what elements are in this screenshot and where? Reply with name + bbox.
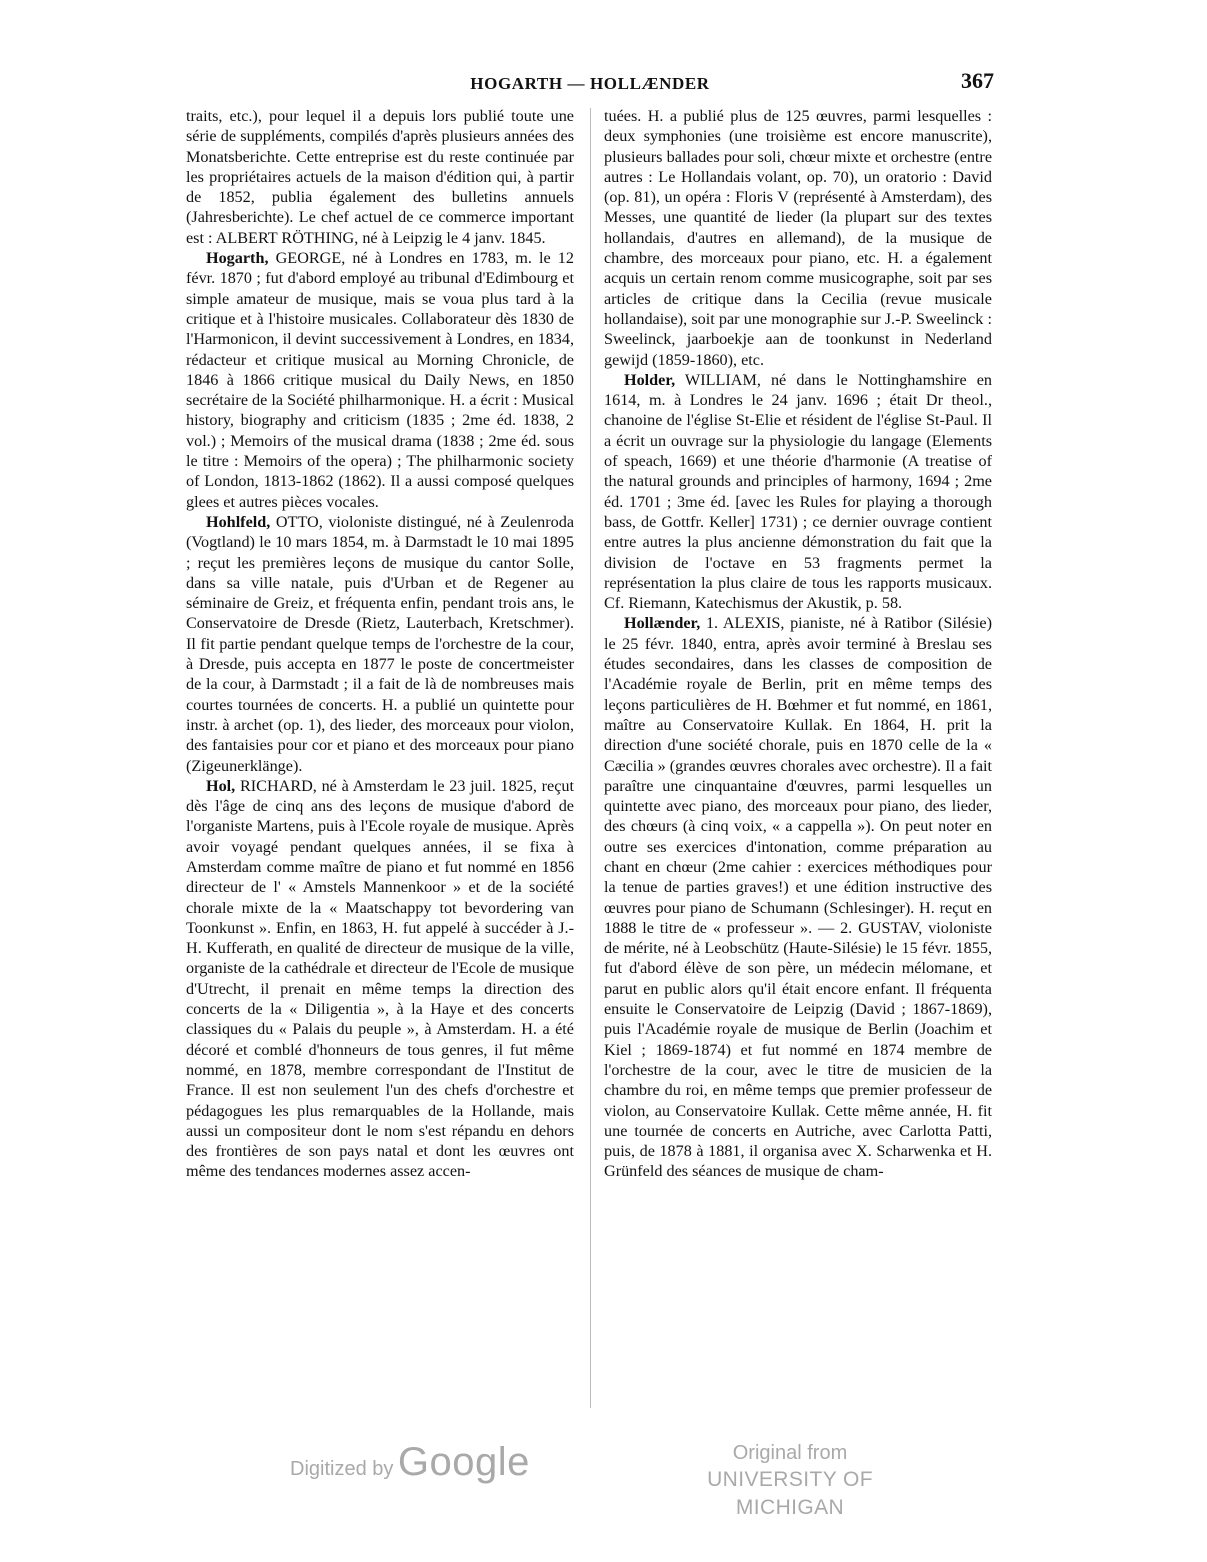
page-header	[186, 68, 994, 98]
entry-text: GEORGE, né à Londres en 1783, m. le 12 févr. 1870 ; fut d'abord employé au tribunal d'Edimbourg et simple amateur de musique, mais se voua plus tard à la critique et à l'histoire musicales. Collaborateur dès 1830 de l'Harmonicon, il devint successivement à Londres, en 1834, rédacteur et critique musical au Morning Chronicle, de 1846 à 1866 critique musical du Daily News, en 1850 secrétaire de la Société philharmonique. H. a écrit : Musical history, biography and criticism (1835 ; 2me éd. 1838, 2 vol.) ; Memoirs of the musical drama (1838 ; 2me éd. sous le titre : Memoirs of the opera) ; The philharmonic society of London, 1813-1862 (1862). Il a aussi composé quelques glees et autres pièces vocales.	[186, 249, 574, 511]
running-head: HOGARTH — HOLLÆNDER	[470, 74, 710, 93]
digitized-by-google-watermark	[290, 1440, 530, 1485]
entry-hollaender	[604, 613, 992, 1181]
entry-hol	[186, 776, 574, 1182]
entry-text: WILLIAM, né dans le Nottinghamshire en 1614, m. à Londres le 24 janv. 1696 ; était Dr theol., chanoine de l'église St-Elie et résident de l'église St-Paul. Il a écrit un ouvrage sur la physiologie du langage (Elements of speach, 1669) et une théorie d'harmonie (A treatise of the natural grounds and principles of harmony, 1694 ; 2me éd. 1701 ; 3me éd. [avec les Rules for playing a thorough bass, de Gottfr. Keller] 1731) ; ce dernier ouvrage contient entre autres la plus ancienne démonstration du fait que la division de l'octave en 53 fragments permet la représentation la plus claire de tous les rapports musicaux. Cf. Riemann, Katechismus der Akustik, p. 58.	[604, 370, 992, 613]
page-number: 367	[961, 68, 994, 93]
left-column	[186, 106, 574, 1182]
right-column	[604, 106, 992, 1182]
entry-headword: Hol,	[206, 776, 236, 795]
entry-headword: Holder,	[624, 370, 676, 389]
entry-continuation	[186, 106, 574, 248]
google-logo-text: Google	[397, 1440, 530, 1484]
entry-headword: Hollænder,	[624, 614, 701, 633]
entry-text: OTTO, violoniste distingué, né à Zeulenroda (Vogtland) le 10 mars 1854, m. à Darmstadt le 10 mai 1895 ; reçut les premières leçons de musique du cantor Solle, dans sa ville natale, puis d'Urban et de Regener au séminaire de Greiz, et fréquenta enfin, pendant trois ans, le Conservatoire de Dresde (Rietz, Lauterbach, Kretschmer). Il fit partie pendant quelque temps de l'orchestre de la cour, à Dresde, puis accepta en 1877 le poste de concertmeister de la cour, à Darmstadt ; il a fait de là de nombreuses mais courtes tournées de concerts. H. a publié un quintette pour instr. à archet (op. 1), des lieder, des morceaux pour violon, des fantaisies pour cor et piano et des morceaux pour piano (Zigeunerklänge).	[186, 512, 574, 775]
entry-holder	[604, 370, 992, 614]
entry-continuation	[604, 106, 992, 370]
original-from-watermark	[660, 1440, 920, 1522]
original-from-label: Original from	[732, 1442, 848, 1464]
entry-text: 1. ALEXIS, pianiste, né à Ratibor (Silésie) le 25 févr. 1840, entra, après avoir terminé à Breslau ses études secondaires, dans les classes de composition de l'Académie royale de Berlin, prit en même temps des leçons particulières de H. Bœhmer et fut nommé, en 1861, maître au Conservatoire Kullak. En 1864, H. prit la direction d'une société chorale, puis en 1870 celle de la « Cæcilia » (grandes œuvres chorales avec orchestre). Il a fait paraître une cinquantaine d'œuvres, parmi lesquelles un quintette avec piano, des morceaux pour piano, des lieder, des chœurs (à cinq voix, « a cappella »). On peut noter en outre ses exercices d'intonation, comme préparation au chant en chœur (2me cahier : exercices méthodiques pour la tenue de parties graves!) et une édition instructive des œuvres pour piano de Schumann (Schlesinger). H. reçut en 1888 le titre de « professeur ». — 2. GUSTAV, violoniste de mérite, né à Leobschütz (Haute-Silésie) le 15 févr. 1855, fut d'abord élève de son père, un médecin mélomane, et parut en public alors qu'il était encore enfant. Il fréquenta ensuite le Conservatoire de Leipzig (David ; 1867-1869), puis l'Académie royale de musique de Berlin (Joachim et Kiel ; 1869-1874) et fut nommé en 1874 membre de l'orchestre de la cour, avec le titre de musicien de la chambre du roi, en même temps que premier professeur de violon, au Conservatoire Kullak. Cette même année, H. fit une tournée de concerts en Autriche, avec Carlotta Patti, puis, de 1878 à 1881, il organisa avec X. Scharwenka et H. Grünfeld des séances de musique de cham-	[604, 614, 992, 1181]
entry-text: traits, etc.), pour lequel il a depuis lors publié toute une série de suppléments, compilés d'après plusieurs années des Monatsberichte. Cette entreprise est du reste continuée par les propriétaires actuels de la maison d'édition qui, à partir de 1852, publia également des bulletins annuels (Jahresberichte). Le chef actuel de ce commerce important est : ALBERT RÖTHING, né à Leipzig le 4 janv. 1845.	[186, 107, 574, 247]
entry-headword: Hohlfeld,	[206, 512, 271, 531]
digitized-prefix: Digitized by	[290, 1458, 394, 1480]
entry-hogarth	[186, 248, 574, 512]
entry-hohlfeld	[186, 512, 574, 776]
entry-text: RICHARD, né à Amsterdam le 23 juil. 1825, reçut dès l'âge de cinq ans des leçons de musique d'abord de l'organiste Martens, puis à l'Ecole royale de musique. Après avoir voyagé pendant quelques années, il se fixa à Amsterdam comme maître de piano et fut nommé en 1856 directeur de l' « Amstels Mannenkoor » et de la société chorale mixte de la « Maatschappy tot bevordering van Toonkunst ». Enfin, en 1863, H. fut appelé à succéder à J.-H. Kufferath, en qualité de directeur de musique de la ville, organiste de la cathédrale et directeur de l'Ecole de musique d'Utrecht, il prenait en même temps la direction des concerts de la « Diligentia », à la Haye et des concerts classiques du « Palais du peuple », à Amsterdam. H. a été décoré et comblé d'honneurs de tous genres, il fut même nommé, en 1878, membre correspondant de l'Institut de France. Il est non seulement l'un des chefs d'orchestre et pédagogues les plus remarquables de la Hollande, mais aussi un compositeur dont le nom s'est répandu en dehors des frontières de son pays natal et dont les œuvres ont même des tendances modernes assez accen-	[186, 776, 574, 1181]
column-divider	[590, 108, 591, 1408]
entry-headword: Hogarth,	[206, 249, 269, 268]
entry-text: tuées. H. a publié plus de 125 œuvres, parmi lesquelles : deux symphonies (une troisième est encore manuscrite), plusieurs ballades pour soli, chœur mixte et orchestre (entre autres : Le Hollandais volant, op. 70), un oratorio : David (op. 81), un opéra : Floris V (représenté à Amsterdam), des Messes, une quantité de lieder (la plupart sur des textes hollandais, d'autres en allemand), de la musique de chambre, des morceaux pour piano, etc. H. a également acquis un certain renom comme musicographe, soit par ses articles de critique dans la Cecilia (revue musicale hollandaise), soit par une monographie sur J.-P. Sweelinck : Sweelinck, jaarboekje aan de toonkunst in Nederland gewijd (1859-1860), etc.	[604, 107, 992, 369]
university-label: UNIVERSITY OF MICHIGAN	[707, 1468, 873, 1519]
